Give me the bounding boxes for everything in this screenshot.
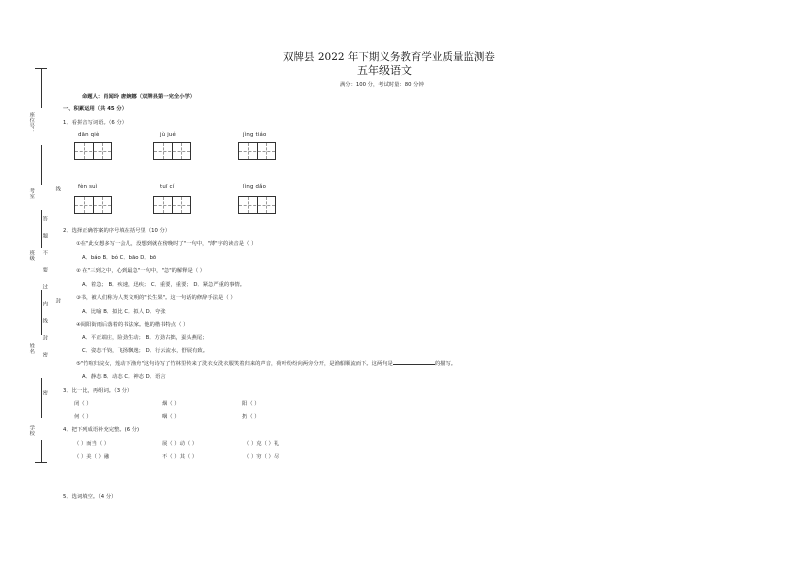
word-item[interactable]: 阳（ ） — [242, 401, 260, 407]
pinyin: jù jué — [160, 132, 177, 138]
answer-options: C．姿态千钧，飞扬飘逸； D．行云流水，舒展有致。 — [82, 348, 208, 354]
question-3-label: 3．比一比，再组词。（3 分） — [63, 388, 133, 394]
tianzige-box[interactable] — [238, 196, 276, 214]
seal-mark: 密 — [41, 390, 48, 396]
sidebar-line — [41, 378, 42, 418]
word-item[interactable]: 何（ ） — [74, 414, 92, 420]
sidebar-line — [41, 68, 42, 108]
question-4-label: 4．把下列成语补充完整。(6 分) — [63, 427, 140, 433]
idiom-item[interactable]: （ ）克（ ）礼 — [244, 441, 280, 447]
question-item: ③书，被人们称为人类文明的"长生果"。这一句话的修辞手法是（ ） — [76, 295, 236, 301]
pinyin: jìng tiáo — [243, 132, 267, 138]
exam-title: 双牌县 2022 年下期义务教育学业质量监测卷 — [283, 51, 495, 63]
question-text: 的描写。 — [434, 361, 457, 367]
tianzige-box[interactable] — [238, 142, 276, 160]
word-item[interactable]: 扔（ ） — [242, 414, 260, 420]
word-item[interactable]: 烟（ ） — [162, 401, 180, 407]
tianzige-box[interactable] — [74, 196, 112, 214]
pinyin: lìng dǎo — [243, 184, 267, 190]
answer-blank[interactable] — [393, 360, 435, 365]
pinyin: tuī cí — [160, 184, 175, 190]
exam-subtitle: 五年级语文 — [357, 64, 412, 77]
question-item: ④阅阳街雨后落着的书法家。他的楷书特点（ ） — [76, 322, 189, 328]
room-label: 考室 — [28, 188, 35, 199]
answer-options: A．比喻 B．拟比 C．拟人 D．夸张 — [82, 309, 166, 315]
question-item — [76, 359, 456, 367]
tianzige-box[interactable] — [153, 196, 191, 214]
question-item: ② 在"三到之中，心到最急"一句中，"急"的解释是（ ） — [76, 268, 206, 274]
cut-mark: 线 — [54, 186, 61, 192]
seal-instruction: 答 题 不 要 过 内 线 封 密 — [41, 216, 48, 363]
idiom-item[interactable]: （ ）美（ ）融 — [74, 454, 110, 460]
question-2-label: 2．选择正确答案的序号填在括号里（10 分） — [63, 228, 171, 234]
seal-mark: 封 — [54, 298, 61, 304]
answer-options: A．báo B．bó C．bāo D．bō — [82, 255, 157, 261]
idiom-item[interactable]: （ ）而当（ ） — [74, 441, 110, 447]
sidebar-line — [41, 440, 42, 462]
section-heading: 一、积累运用（共 45 分） — [63, 106, 128, 112]
answer-options: A．静态 B．动态 C．神态 D．语言 — [82, 374, 166, 380]
sidebar-tick — [35, 462, 47, 463]
idiom-item[interactable]: （ ）穷（ ）尽 — [244, 454, 280, 460]
sidebar-line — [41, 290, 42, 335]
word-item[interactable]: 闭（ ） — [74, 401, 92, 407]
question-5-label: 5．选词填空。（4 分） — [63, 494, 117, 500]
idiom-item[interactable]: 不（ ）其（ ） — [162, 454, 198, 460]
question-text: ⑤"竹喧归浣女，莲动下渔舟"这句诗写了竹林里传来了洗衣女洗衣服笑着归来的声音，荷叶纷纷向两旁分开，是渔船顺流而下。这两句是 — [76, 361, 393, 367]
answer-options: A．平正端庄，险劲生动； B．方劲古拙，蚕头燕尾； — [82, 335, 208, 341]
school-label: 学校 — [28, 425, 35, 436]
exam-authors: 命题人：肖闻玲 唐婉娜（双牌县第一完全小学） — [82, 94, 196, 100]
name-label: 姓名 — [28, 343, 35, 354]
exam-meta: 满分：100 分，考试时量：80 分钟 — [340, 82, 424, 88]
word-item[interactable]: 咽（ ） — [162, 414, 180, 420]
pinyin: dān qiè — [78, 132, 100, 138]
class-label: 班级 — [28, 250, 35, 261]
idiom-item[interactable]: 展（ ）动（ ） — [162, 441, 198, 447]
sidebar-line — [41, 145, 42, 185]
answer-options: A．着急； B．疾速，迅疾； C．重要，重要； D．紧急严重的事情。 — [82, 282, 246, 288]
question-item: ①在"此女想多写一会儿，没想到就在傍晚时了"一句中，"薄"字的读音是（ ） — [76, 241, 257, 247]
question-1-label: 1．看拼音写词语。（6 分） — [63, 120, 128, 126]
pinyin: fèn suì — [78, 184, 98, 190]
seat-label: 座位号： — [28, 112, 35, 134]
tianzige-box[interactable] — [153, 142, 191, 160]
tianzige-box[interactable] — [74, 142, 112, 160]
